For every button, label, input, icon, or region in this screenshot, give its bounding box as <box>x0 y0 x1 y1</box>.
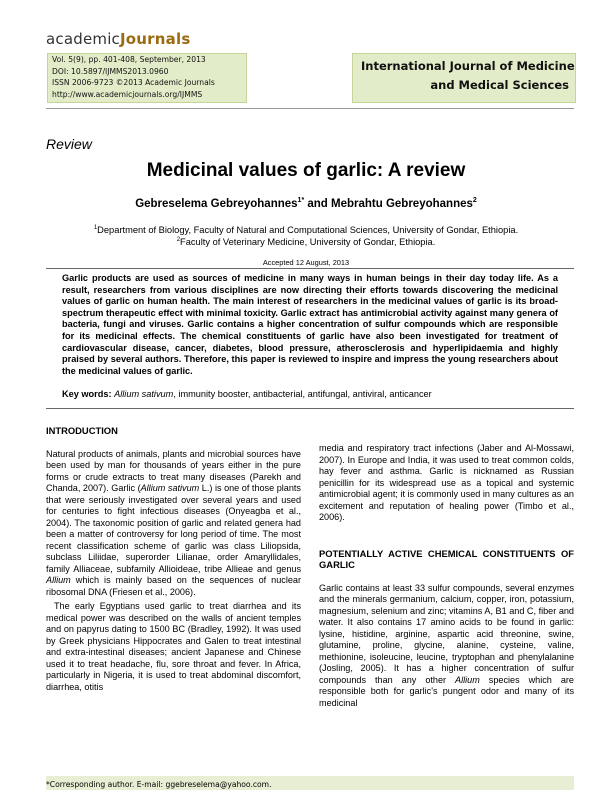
abstract: Garlic products are used as sources of medicine in many ways in human beings in their day today life. As a result, researchers from various disciplines are now directing their efforts towards discovering the medicinal values of garlic on human health. The main interest of researchers in the medicinal values of garlic is its broad-spectrum therapeutic effect with minimal toxicity. Garlic extract has antimicrobial activity against many genera of bacteria, fungi and viruses. Garlic contains a higher concentration of sulfur compounds which are responsible for its medicinal effects. The chemical constituents of garlic have also been investigated for treatment of cardiovascular disease, cancer, diabetes, blood pressure, atherosclerosis and hyperlipidaemia and highly praised by several authors. Therefore, this paper is reviewed to inspire and impress the young researchers about the medicinal values of garlic. <box>62 273 558 376</box>
meta-issn: ISSN 2006-9723 ©2013 Academic Journals <box>52 78 215 88</box>
meta-volume: Vol. 5(9), pp. 401-408, September, 2013 <box>52 55 206 64</box>
meta-url[interactable]: http://www.academicjournals.org/IJMMS <box>52 89 203 99</box>
section-heading-chemical-constituents: POTENTIALLY ACTIVE CHEMICAL CONSTITUENTS OF GARLIC <box>319 547 574 570</box>
abstract-bottom-rule <box>46 408 574 409</box>
journal-name-line2: and Medical Sciences <box>430 78 569 92</box>
left-column <box>46 425 301 693</box>
intro-paragraph-3: media and respiratory tract infections (Jaber and Al-Mossawi, 2007). In Europe and India, it was used to treat common colds, hay fever and asthma. Garlic is nicknamed as Russian penicillin for its widespread use as a topical and systemic antimicrobial agent; it is commonly used in many cultures as an excitement and reputation of healing power (Timbo et al., 2006). <box>319 443 574 522</box>
meta-doi: DOI: 10.5897/IJMMS2013.0960 <box>52 66 169 76</box>
intro-paragraph-1: Natural products of animals, plants and microbial sources have been used by man for thousands of years either in the pure forms or crude extracts to treat many diseases (Parekh and Chanda, 2007). Garlic (Allium sativum L.) is one of those plants that were seriously investigated over several years and used for centuries to fight infectious diseases (Onyeagba et al., 2004). The taxonomic position of garlic and related genera had been a matter of controversy for long period of time. The most recent classification scheme of garlic was class Liliopsida, subclass Liliidae, superorder Lilianae, order Amaryllidales, family Alliaceae, subfamily Allioideae, tribe Allieae and genus Allium which is mainly based on the sequences of nuclear ribosomal DNA (Friesen et al., 2006). <box>46 448 301 597</box>
author-1: Gebreselema Gebreyohannes <box>135 197 298 210</box>
accepted-date: Accepted 12 August, 2013 <box>262 258 350 267</box>
journal-name-line1: International Journal of Medicine <box>361 59 575 73</box>
abstract-top-rule <box>46 268 574 269</box>
article-title: Medicinal values of garlic: A review <box>146 160 466 181</box>
publisher-logo: academicJournals <box>46 30 191 48</box>
chem-paragraph-1: Garlic contains at least 33 sulfur compounds, several enzymes and the minerals germanium, calcium, copper, iron, potassium, magnesium, selenium and zinc; vitamins A, B1 and C, fiber and water. It also contains 17 amino acids to be found in garlic: lysine, histidine, arginine, aspartic acid threonine, swine, glutamine, proline, glycine, alanine, cysteine, valine, methionine, isoleucine, leucine, tryptophan and phenylalanine (Josling, 2005). It has a higher concentration of sulfur compounds than any other Allium species which are responsible both for garlic's pungent odor and many of its medicinal <box>319 582 574 708</box>
corresponding-author-footnote: *Corresponding author. E-mail: ggebreselema@yahoo.com. <box>46 780 272 789</box>
affiliation-1: $^1$Department of Biology, Faculty of Natural and Computational Sciences, University of Gondar, Ethiopia. <box>93 225 519 236</box>
author-2: Mebrahtu Gebreyohannes <box>331 197 473 210</box>
affiliation-2: $^2$Faculty of Veterinary Medicine, University of Gondar, Ethiopia. <box>176 237 436 248</box>
journal-name-box <box>352 53 576 103</box>
intro-paragraph-2: The early Egyptians used garlic to treat diarrhea and its medical power was described on the walls of ancient temples and on papyrus dating to 1500 BC (Bradley, 1992). It was used by Greek physicians Hippocrates and Galen to treat intestinal and extra-intestinal diseases; ancient Japanese and Chinese used it to treat headache, flu, sore throat and fever. In Africa, particularly in Nigeria, it is used to treat abdominal discomfort, diarrhea, otitis <box>46 601 301 692</box>
right-column <box>319 443 574 709</box>
article-type: Review <box>46 136 92 152</box>
keywords: Key words: Allium sativum, immunity booster, antibacterial, antifungal, antiviral, anticancer <box>62 389 432 399</box>
header-divider <box>46 108 574 109</box>
authors: Gebreselema Gebreyohannes$^{1*}$ and Mebrahtu Gebreyohannes$^2$ <box>135 197 477 210</box>
section-heading-introduction: INTRODUCTION <box>46 425 118 436</box>
article-meta-box <box>47 53 247 103</box>
